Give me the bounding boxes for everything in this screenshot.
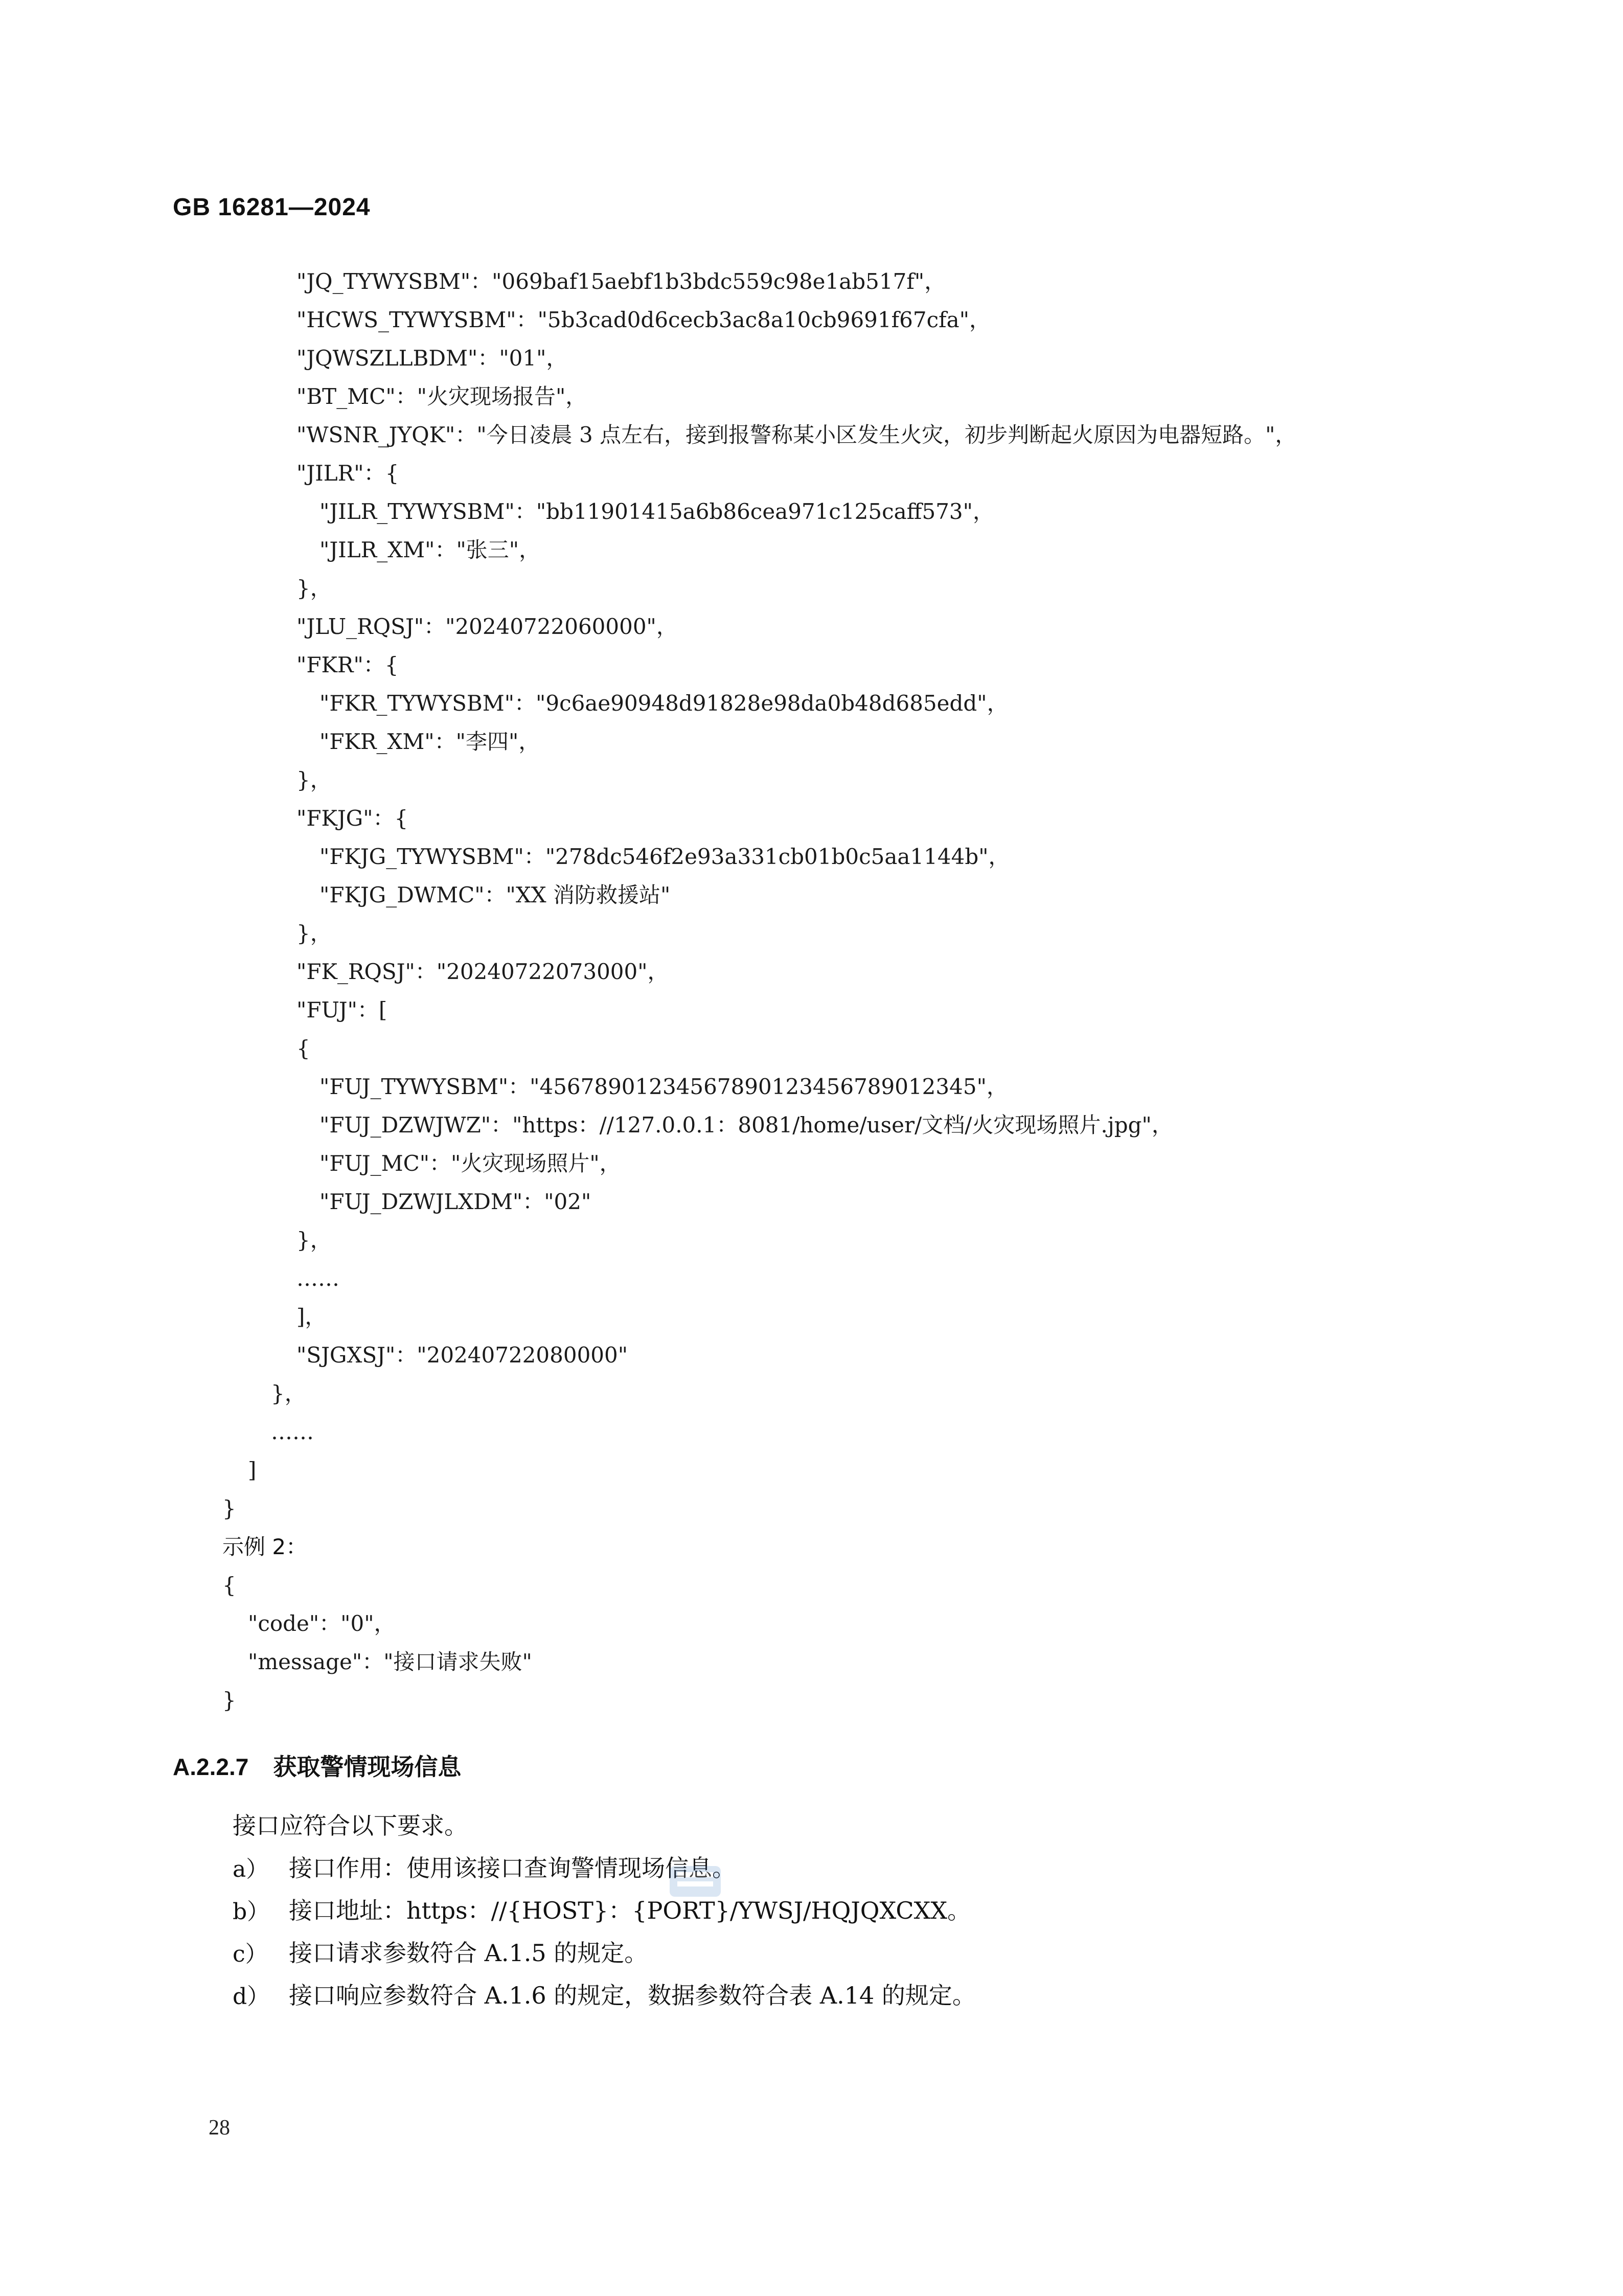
code-line: { <box>222 1573 236 1598</box>
code-line: "code"："0"， <box>248 1611 396 1636</box>
code-line: "FUJ_MC"："火灾现场照片"， <box>319 1151 621 1176</box>
list-item-marker: a） <box>233 1856 269 1882</box>
section-number: A.2.2.7 <box>173 1754 249 1780</box>
code-line: "FUJ_DZWJWZ"："https：//127.0.0.1：8081/home/user/文档/火灾现场照片.jpg"， <box>319 1112 1173 1138</box>
code-line: "FKR"：{ <box>296 652 399 677</box>
code-line: "JILR_TYWYSBM"："bb11901415a6b86cea971c125caff573"， <box>319 499 994 524</box>
code-line: "FKR_XM"："李四"， <box>319 729 540 754</box>
code-line: "JILR"：{ <box>296 461 399 486</box>
code-line: }， <box>296 921 332 946</box>
list-item-marker: b） <box>233 1899 270 1925</box>
code-line: ]， <box>296 1304 327 1329</box>
code-line: …… <box>296 1266 339 1291</box>
page-number: 28 <box>209 2116 230 2140</box>
list-item-marker: c） <box>233 1941 268 1967</box>
code-line: "JILR_XM"："张三"， <box>319 537 541 562</box>
standard-header: GB 16281—2024 <box>173 194 371 221</box>
code-line: "message"："接口请求失败" <box>248 1649 532 1674</box>
code-line: …… <box>271 1419 314 1444</box>
code-line: "FKR_TYWYSBM"："9c6ae90948d91828e98da0b48d685edd"， <box>319 691 1009 716</box>
code-line: "FUJ"：[ <box>296 997 387 1022</box>
code-line: "JQWSZLLBDM"："01"， <box>296 346 568 371</box>
code-line: "FKJG"：{ <box>296 806 408 831</box>
code-line: } <box>222 1688 236 1713</box>
section-heading <box>173 1748 461 1782</box>
code-line: "HCWS_TYWYSBM"："5b3cad0d6cecb3ac8a10cb9691f67cfa"， <box>296 307 991 332</box>
code-line: "FKJG_DWMC"："XX 消防救援站" <box>319 882 671 907</box>
list-item-text: 接口地址：https：//{HOST}：{PORT}/YWSJ/HQJQXCXX。 <box>289 1897 971 1924</box>
list-item-text: 接口响应参数符合 A.1.6 的规定，数据参数符合表 A.14 的规定。 <box>289 1982 976 2009</box>
section-intro: 接口应符合以下要求。 <box>233 1812 468 1839</box>
code-line: }， <box>271 1381 306 1406</box>
code-line: }， <box>296 1227 332 1253</box>
code-line: { <box>296 1036 310 1061</box>
code-line: "FUJ_TYWYSBM"："45678901234567890123456789012345"， <box>319 1074 1008 1099</box>
code-line: "WSNR_JYQK"："今日凌晨 3 点左右，接到报警称某小区发生火灾，初步判断起火原因为电器短路。"， <box>296 422 1297 447</box>
code-line: }， <box>296 767 332 792</box>
list-item-text: 接口请求参数符合 A.1.5 的规定。 <box>289 1939 648 1967</box>
example-2-label: 示例 2： <box>222 1534 308 1559</box>
code-line: } <box>222 1496 236 1521</box>
code-line: "FKJG_TYWYSBM"："278dc546f2e93a331cb01b0c5aa1144b"， <box>319 844 1010 869</box>
section-title: 获取警情现场信息 <box>273 1753 462 1781</box>
code-line: "JLU_RQSJ"："20240722060000"， <box>296 614 678 639</box>
code-line: ] <box>248 1458 257 1483</box>
code-line: }， <box>296 576 332 601</box>
code-line: "FK_RQSJ"："20240722073000"， <box>296 959 669 984</box>
list-item-text: 接口作用：使用该接口查询警情现场信息。 <box>289 1854 736 1882</box>
code-line: "SJGXSJ"："20240722080000" <box>296 1343 628 1368</box>
watermark-logo <box>665 1861 726 1902</box>
code-line: "JQ_TYWYSBM"："069baf15aebf1b3bdc559c98e1ab517f"， <box>296 269 946 294</box>
list-item-marker: d） <box>233 1984 270 2010</box>
code-line: "FUJ_DZWJLXDM"："02" <box>319 1189 591 1214</box>
code-line: "BT_MC"："火灾现场报告"， <box>296 384 587 409</box>
